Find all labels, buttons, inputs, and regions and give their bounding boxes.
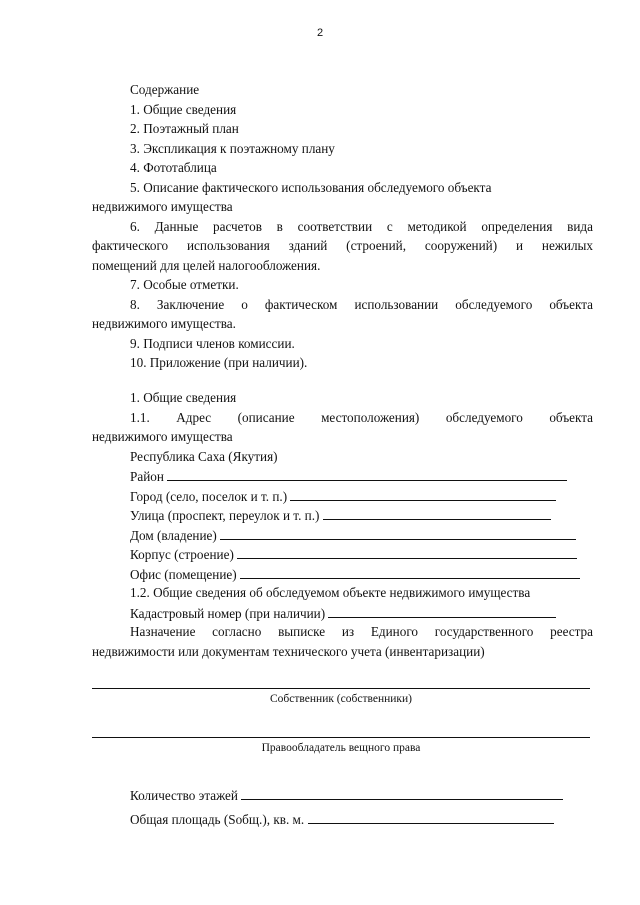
- floors-blank[interactable]: [241, 787, 563, 800]
- area-field[interactable]: [130, 811, 590, 828]
- field-label: Корпус (строение): [130, 547, 234, 562]
- district-field[interactable]: [130, 468, 590, 485]
- contents-item: 6. Данные расчетов в соответствии с методикой определения вида: [130, 219, 593, 234]
- contents-item: 4. Фототаблица: [130, 160, 217, 175]
- purpose-text: Назначение согласно выписке из Единого государственного реестра: [130, 624, 593, 639]
- office-blank[interactable]: [240, 566, 580, 579]
- contents-item: 9. Подписи членов комиссии.: [130, 336, 295, 351]
- contents-item: 7. Особые отметки.: [130, 277, 239, 292]
- field-label: Офис (помещение): [130, 567, 237, 582]
- contents-item: 5. Описание фактического использования обследуемого объекта: [130, 180, 492, 195]
- area-blank[interactable]: [308, 811, 554, 824]
- cadastral-field[interactable]: [130, 605, 590, 622]
- street-field[interactable]: [130, 507, 590, 524]
- district-blank[interactable]: [167, 468, 567, 481]
- contents-item: недвижимого имущества: [92, 199, 233, 214]
- purpose-text-cont: недвижимости или документам технического учета (инвентаризации): [92, 644, 485, 659]
- house-field[interactable]: [130, 527, 590, 544]
- region-text: Республика Саха (Якутия): [130, 449, 278, 464]
- floors-field[interactable]: [130, 787, 590, 804]
- building-blank[interactable]: [237, 546, 577, 559]
- contents-item: фактического использования зданий (строений, сооружений) и нежилых: [92, 238, 593, 253]
- field-label: Дом (владение): [130, 528, 217, 543]
- contents-item: 1. Общие сведения: [130, 102, 237, 117]
- house-blank[interactable]: [220, 527, 576, 540]
- owner-caption: Собственник (собственники): [270, 693, 412, 705]
- rightholder-caption: Правообладатель вещного права: [261, 742, 421, 754]
- contents-item: 8. Заключение о фактическом использовании обследуемого объекта: [130, 297, 593, 312]
- office-field[interactable]: [130, 566, 590, 583]
- field-label: Общая площадь (Sобщ.), кв. м.: [130, 812, 305, 827]
- city-blank[interactable]: [290, 488, 556, 501]
- building-field[interactable]: [130, 546, 590, 563]
- section-title: 1. Общие сведения: [130, 390, 237, 405]
- field-label: Город (село, поселок и т. п.): [130, 489, 288, 504]
- address-heading-cont: недвижимого имущества: [92, 429, 233, 444]
- address-heading: 1.1. Адрес (описание местоположения) обследуемого объекта: [130, 410, 593, 425]
- owner-line[interactable]: [92, 688, 590, 689]
- rightholder-line[interactable]: [92, 737, 590, 738]
- city-field[interactable]: [130, 488, 590, 505]
- field-label: Район: [130, 469, 164, 484]
- general-info-heading: 1.2. Общие сведения об обследуемом объекте недвижимого имущества: [130, 585, 531, 600]
- field-label: Количество этажей: [130, 788, 238, 803]
- field-label: Кадастровый номер (при наличии): [130, 606, 326, 621]
- contents-heading: Содержание: [130, 82, 200, 97]
- field-label: Улица (проспект, переулок и т. п.): [130, 508, 320, 523]
- contents-item: 2. Поэтажный план: [130, 121, 239, 136]
- contents-item: 3. Экспликация к поэтажному плану: [130, 141, 335, 156]
- street-blank[interactable]: [323, 507, 551, 520]
- contents-item: помещений для целей налогообложения.: [92, 258, 321, 273]
- cadastral-blank[interactable]: [328, 605, 556, 618]
- page-number: 2: [316, 27, 324, 39]
- contents-item: 10. Приложение (при наличии).: [130, 355, 308, 370]
- contents-item: недвижимого имущества.: [92, 316, 236, 331]
